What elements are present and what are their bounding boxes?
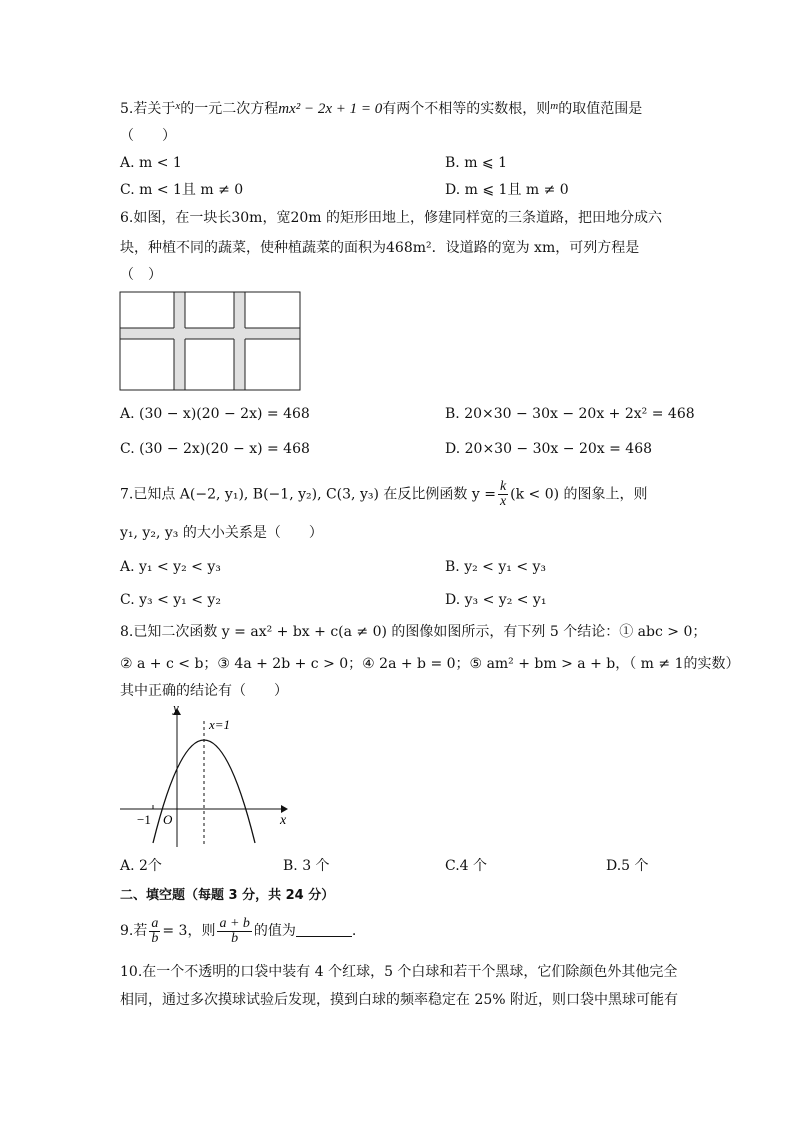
q10-line1: 10.在一个不透明的口袋中装有 4 个红球，5 个白球和若干个黑球，它们除颜色外其他完全 [120,964,678,980]
q6-road-horizontal [120,328,300,339]
q8-option-d[interactable]: D.5 个 [606,858,649,874]
q8-line2: ② a + c < b；③ 4a + 2b + c > 0；④ 2a + b = 0；⑤ am² + bm > a + b，（ m ≠ 1的实数） [120,656,740,672]
q7-line2: y₁, y₂, y₃ 的大小关系是（ ） [120,525,323,541]
q9-f1-num: a [151,915,159,931]
q8-line3: 其中正确的结论有（ ） [120,683,288,699]
q5-equation: mx² − 2x + 1 = 0 [278,101,383,117]
q6-option-c[interactable]: C. (30 − 2x)(20 − x) = 468 [120,441,310,457]
q7-option-d[interactable]: D. y₃ < y₂ < y₁ [445,592,547,608]
q8-option-c[interactable]: C.4 个 [445,858,488,874]
y-axis-label: y [173,703,179,715]
section-heading-fill-blank: 二、填空题（每题 3 分，共 24 分） [120,888,335,903]
q9-suffix: 的值为 [253,923,296,939]
q5-paren: （ ） [120,128,176,144]
q6-option-d[interactable]: D. 20×30 − 30x − 20x = 468 [445,441,653,457]
symmetry-label: x=1 [209,717,231,732]
q6-paren: （ ） [120,267,162,283]
q5-option-b[interactable]: B. m ⩽ 1 [445,155,508,171]
q9-f1-den: b [151,930,159,946]
q9-fraction-2 [217,917,251,946]
q9-prefix: 9.若 [120,923,148,939]
q5-option-c[interactable]: C. m < 1且 m ≠ 0 [120,182,244,198]
q5-stem-a: 5.若关于 [120,101,176,117]
q10-line2: 相同，通过多次摸球试验后发现，摸到白球的频率稳定在 25% 附近，则口袋中黑球可能有 [120,992,679,1008]
q6-option-b[interactable]: B. 20×30 − 30x − 20x + 2x² = 468 [445,406,695,422]
q6-option-a[interactable]: A. (30 − x)(20 − 2x) = 468 [120,406,310,422]
q6-road-vertical-2 [234,292,245,390]
q7-frac-den: x [499,494,507,509]
q5-var-x: x [175,100,181,112]
q9-f2-den: b [231,930,239,946]
q9-line [120,914,356,948]
q7-fraction [498,480,508,509]
q7-line1a: 7.已知点 A(−2, y₁), B(−1, y₂), C(3, y₃) 在反比例函数 y = [120,486,496,503]
q6-road-vertical-1 [174,292,185,390]
q6-field-figure [119,291,302,392]
q8-option-a[interactable]: A. 2个 [120,858,162,874]
q7-line1b: (k < 0) 的图象上，则 [510,486,648,503]
q7-option-c[interactable]: C. y₃ < y₁ < y₂ [120,592,221,608]
parabola-curve [153,740,255,843]
tick-neg1-label: −1 [137,812,151,827]
q5-stem-c: 有两个不相等的实数根，则 [382,101,551,117]
q7-frac-num: k [499,479,507,494]
q5-option-d[interactable]: D. m ⩽ 1且 m ≠ 0 [445,182,569,198]
q9-end: . [351,923,357,939]
x-axis-label: x [280,813,287,828]
q5-stem-b: 的一元二次方程 [180,101,279,117]
q9-f2-num: a + b [219,915,250,931]
q5-stem [120,96,642,119]
q9-mid: = 3，则 [162,923,216,939]
q7-option-b[interactable]: B. y₂ < y₁ < y₃ [445,559,547,575]
q5-stem-d: 的取值范围是 [558,101,643,117]
q8-line1: 8.已知二次函数 y = ax² + bx + c(a ≠ 0) 的图像如图所示，有下列 5 个结论：① abc > 0； [120,624,707,640]
origin-label: O [163,812,173,827]
q8-parabola-graph [115,703,295,849]
q6-line2: 块，种植不同的蔬菜，使种植蔬菜的面积为468m²．设道路的宽为 xm，可列方程是 [120,240,640,256]
q8-option-b[interactable]: B. 3 个 [283,858,330,874]
q9-answer-blank[interactable] [296,922,352,937]
q9-fraction-1 [149,917,160,946]
q5-var-m: m [550,100,559,112]
q7-line1 [120,480,648,509]
q6-line1: 6.如图，在一块长30m，宽20m 的矩形田地上，修建同样宽的三条道路，把田地分成六 [120,210,662,226]
q5-option-a[interactable]: A. m < 1 [120,155,182,171]
q7-option-a[interactable]: A. y₁ < y₂ < y₃ [120,559,221,575]
